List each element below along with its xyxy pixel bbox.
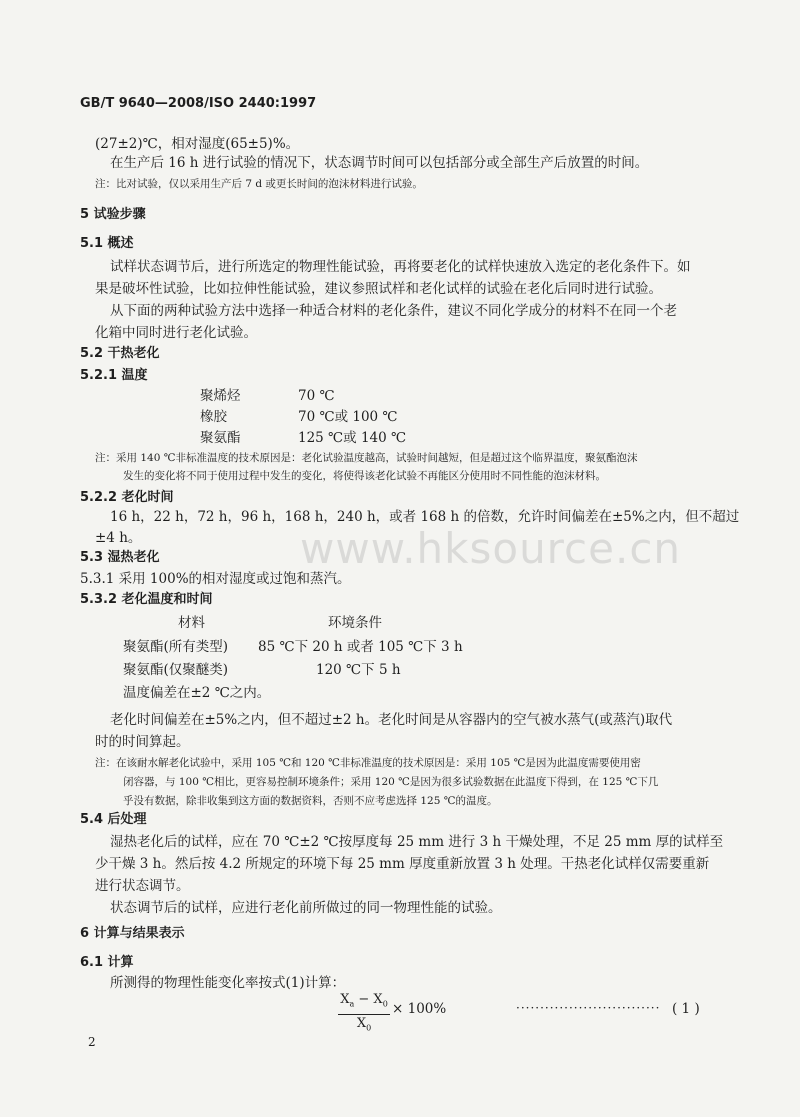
section-heading: 5 试验步骤 <box>80 207 146 222</box>
text-line: 时的时间算起。 <box>95 734 190 750</box>
text-line: 温度偏差在±2 ℃之内。 <box>123 685 271 701</box>
text-line: (27±2)℃，相对湿度(65±5)%。 <box>95 136 300 152</box>
table-cell-temperature: 70 ℃ <box>298 388 335 404</box>
table-cell-material: 聚氨酯(仅聚醚类) <box>123 662 229 678</box>
text-line: 试样状态调节后，进行所选定的物理性能试验，再将要老化的试样快速放入选定的老化条件下。如 <box>110 259 691 275</box>
text-line: 化箱中同时进行老化试验。 <box>95 325 257 341</box>
section-heading: 5.3 湿热老化 <box>80 550 160 565</box>
section-heading: 5.2.1 温度 <box>80 368 148 383</box>
section-heading: 5.3.2 老化温度和时间 <box>80 592 213 607</box>
text-line: 在生产后 16 h 进行试验的情况下，状态调节时间可以包括部分或全部生产后放置的时间。 <box>110 155 649 171</box>
watermark-text: www.hksource.cn <box>300 524 682 573</box>
note-line: 注：采用 140 ℃非标准温度的技术原因是：老化试验温度越高，试验时间越短，但是超过这个临界温度，聚氨酯泡沫 <box>95 452 638 464</box>
page-number: 2 <box>88 1035 96 1049</box>
section-heading: 6 计算与结果表示 <box>80 926 185 941</box>
section-heading: 5.1 概述 <box>80 236 134 251</box>
var-x: X <box>356 1015 367 1031</box>
section-heading: 5.2 干热老化 <box>80 346 160 361</box>
subscript: 0 <box>366 1023 372 1033</box>
text-line: 果是破坏性试验，比如拉伸性能试验，建议参照试样和老化试样的试验在老化后同时进行试验。 <box>95 281 662 297</box>
table-cell-condition: 120 ℃下 5 h <box>316 662 401 678</box>
equation-number: ( 1 ) <box>672 1001 700 1017</box>
table-cell-temperature: 125 ℃或 140 ℃ <box>298 430 407 446</box>
table-cell-material: 橡胶 <box>200 409 227 425</box>
subscript: 0 <box>382 999 388 1009</box>
minus-sign: − <box>354 992 374 1007</box>
table-header-condition: 环境条件 <box>328 615 382 631</box>
text-line: 进行状态调节。 <box>95 878 190 894</box>
var-x: X <box>373 992 383 1007</box>
text-line: 16 h，22 h，72 h，96 h，168 h，240 h，或者 168 h 的倍数，允许时间偏差在±5%之内，但不超过 <box>110 509 740 525</box>
table-cell-material: 聚氨酯(所有类型) <box>123 639 229 655</box>
subscript: a <box>349 999 355 1009</box>
formula-numerator <box>338 992 390 1015</box>
note-line: 闭容器，与 100 ℃相比，更容易控制环境条件；采用 120 ℃是因为很多试验数据在此温度下得到，在 125 ℃下几 <box>123 776 659 788</box>
var-x: X <box>340 992 350 1007</box>
table-cell-temperature: 70 ℃或 100 ℃ <box>298 409 398 425</box>
table-cell-material: 聚烯烃 <box>200 388 241 404</box>
formula-multiplier: × 100% <box>392 1001 447 1017</box>
section-heading: 5.4 后处理 <box>80 812 147 827</box>
table-cell-material: 聚氨酯 <box>200 430 241 446</box>
table-header-material: 材料 <box>178 615 205 631</box>
text-line: 从下面的两种试验方法中选择一种适合材料的老化条件，建议不同化学成分的材料不在同一个老 <box>110 303 677 319</box>
text-line: 状态调节后的试样，应进行老化前所做过的同一物理性能的试验。 <box>110 900 502 916</box>
table-cell-condition: 85 ℃下 20 h 或者 105 ℃下 3 h <box>258 639 463 655</box>
note-line: 乎没有数据，除非收集到这方面的数据资料，否则不应考虑选择 125 ℃的温度。 <box>123 795 498 807</box>
section-heading: 6.1 计算 <box>80 955 134 970</box>
text-line: ±4 h。 <box>95 530 142 546</box>
note-line: 注：在该耐水解老化试验中，采用 105 ℃和 120 ℃非标准温度的技术原因是：采用 105 ℃是因为此温度需要使用密 <box>95 757 641 769</box>
formula-fraction <box>338 992 390 1036</box>
text-line: 湿热老化后的试样，应在 70 ℃±2 ℃按厚度每 25 mm 进行 3 h 干燥处理，不足 25 mm 厚的试样至 <box>110 834 724 850</box>
text-line: 5.3.1 采用 100%的相对湿度或过饱和蒸汽。 <box>80 571 351 587</box>
formula-leader-dots: ······························ <box>516 1001 661 1015</box>
section-heading: 5.2.2 老化时间 <box>80 490 174 505</box>
note-line: 注：比对试验，仅以采用生产后 7 d 或更长时间的泡沫材料进行试验。 <box>95 178 423 190</box>
formula-denominator <box>338 1015 390 1037</box>
text-line: 所测得的物理性能变化率按式(1)计算： <box>110 975 346 991</box>
standard-header: GB/T 9640—2008/ISO 2440:1997 <box>80 96 317 111</box>
text-line: 少干燥 3 h。然后按 4.2 所规定的环境下每 25 mm 厚度重新放置 3 h 处理。干热老化试样仅需要重新 <box>95 856 710 872</box>
note-line: 发生的变化将不同于使用过程中发生的变化，将使得该老化试验不再能区分使用时不同性能的泡沫材料。 <box>123 470 606 482</box>
text-line: 老化时间偏差在±5%之内，但不超过±2 h。老化时间是从容器内的空气被水蒸气(或蒸汽)取代 <box>110 712 673 728</box>
